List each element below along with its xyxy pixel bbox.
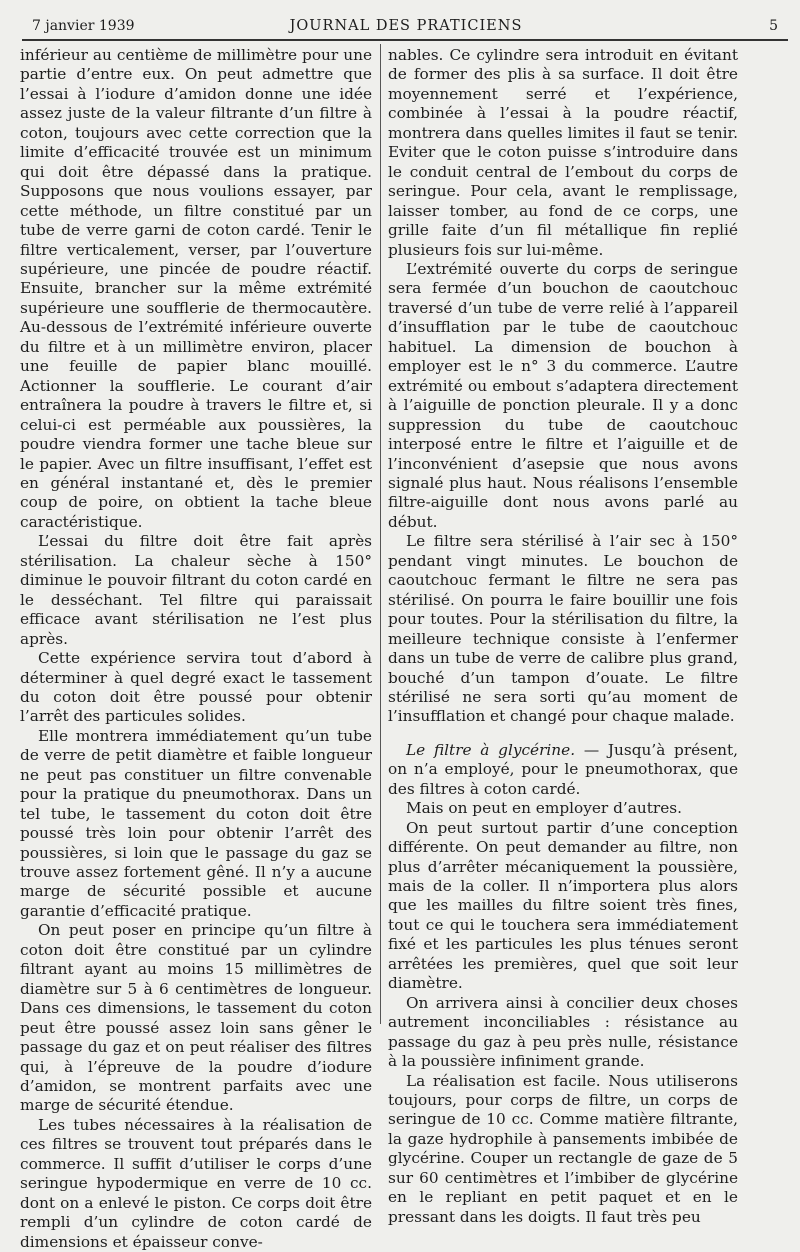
- section-intro: — Jusqu’à présent, on n’a employé, pour le pneumothorax, que des filtres à coton cardé.: [388, 740, 738, 798]
- paragraph: nables. Ce cylindre sera introduit en évitant de former des plis à sa surface. Il doit être moyennement serré et l’expérience, combinée à l’essai à la poudre réactif, montrera dans quelles limites il faut se tenir. Eviter que le coton puisse s’introduire dans le conduit central de l’embout du corps de seringue. Pour cela, avant le remplissage, laisser tomber, au fond de ce corps, une grille faite d’un fil métallique fin replié plusieurs fois sur lui-même.: [388, 46, 738, 259]
- paragraph: La réalisation est facile. Nous utiliserons toujours, pour corps de filtre, un corps de seringue de 10 cc. Comme matière filtrante, la gaze hydrophile à pansements imbibée de glycérine. Couper un rectangle de gaze de 5 sur 60 centimètres et l’imbiber de glycérine en le repliant en petit paquet et en le pressant dans les doigts. Il faut très peu: [388, 1071, 738, 1226]
- paragraph: Elle montrera immédiatement qu’un tube de verre de petit diamètre et faible longueur ne peut pas constituer un filtre convenable pour la pratique du pneumothorax. Dans un tel tube, le tassement du coton doit être poussé très loin pour obtenir l’arrêt des poussières, si loin que le passage du gaz se trouve assez fortement gêné. Il n’y a aucune marge de sécurité possible et aucune garantie d’efficacité pratique.: [20, 726, 372, 920]
- paragraph: On peut surtout partir d’une conception différente. On peut demander au filtre, non plus d’arrêter mécaniquement la poussière, mais de la coller. Il n’importera plus alors que les mailles du filtre soient très fines, tout ce qui le touchera sera immédiatement fixé et les particules les plus ténues seront arrêtées les premières, quel que soit leur diamètre.: [388, 818, 738, 993]
- paragraph: On peut poser en principe qu’un filtre à coton doit être constitué par un cylindre filtrant ayant au moins 15 millimètres de diamètre sur 5 à 6 centimètres de longueur. Dans ces dimensions, le tassement du coton peut être poussé assez loin sans gêner le passage du gaz et on peut réaliser des filtres qui, à l’épreuve de la poudre d’iodure d’amidon, se montrent parfaits avec une marge de sécurité étendue.: [20, 921, 372, 1115]
- paragraph: Cette expérience servira tout d’abord à déterminer à quel degré exact le tassement du coton doit être poussé pour obtenir l’arrêt des particules solides.: [20, 649, 372, 726]
- column-divider: [380, 44, 381, 1024]
- page-number: 5: [769, 18, 778, 34]
- left-column: [20, 46, 372, 1251]
- paragraph: L’extrémité ouverte du corps de seringue sera fermée d’un bouchon de caoutchouc traversé d’un tube de verre relié à l’appareil d’insufflation par le tube de caoutchouc habituel. La dimension de bouchon à employer est le n° 3 du commerce. L’autre extrémité ou embout s’adaptera directement à l’aiguille de ponction pleurale. Il y a donc suppression du tube de caoutchouc interposé entre le filtre et l’aiguille et de l’inconvénient d’asepsie que nous avons signalé plus haut. Nous réalisons l’ensemble filtre-aiguille dont nous avons parlé au début.: [388, 259, 738, 531]
- issue-date: 7 janvier 1939: [32, 18, 135, 34]
- paragraph: Les tubes nécessaires à la réalisation de ces filtres se trouvent tout préparés dans le commerce. Il suffit d’utiliser le corps d’une seringue hypodermique en verre de 10 cc. dont on a enlevé le piston. Ce corps doit être rempli d’un cylindre de coton cardé de dimensions et épaisseur conve-: [20, 1115, 372, 1251]
- section-paragraph: [388, 741, 738, 799]
- header-rule: [22, 39, 788, 41]
- paragraph: Le filtre sera stérilisé à l’air sec à 150° pendant vingt minutes. Le bouchon de caoutchouc fermant le filtre ne sera pas stérilisé. On pourra le faire bouillir une fois pour toutes. Pour la stérilisation du filtre, la meilleure technique consiste à l’enfermer dans un tube de verre de calibre plus grand, bouché d’un tampon d’ouate. Le filtre stérilisé ne sera sorti qu’au moment de l’insufflation et changé pour chaque malade.: [388, 532, 738, 726]
- paragraph: L’essai du filtre doit être fait après stérilisation. La chaleur sèche à 150° diminue le pouvoir filtrant du coton cardé en le desséchant. Tel filtre qui paraissait efficace avant stérilisation ne l’est plus après.: [20, 532, 372, 648]
- paragraph: Mais on peut en employer d’autres.: [406, 799, 682, 818]
- right-column: [388, 46, 738, 1226]
- journal-title: JOURNAL DES PRATICIENS: [289, 18, 523, 34]
- section-heading: Le filtre à glycérine.: [406, 740, 576, 759]
- page-header: [32, 16, 780, 38]
- paragraph: On arrivera ainsi à concilier deux choses autrement inconciliables : résistance au passage du gaz à peu près nulle, résistance à la poussière infiniment grande.: [388, 993, 738, 1071]
- paragraph: inférieur au centième de millimètre pour une partie d’entre eux. On peut admettre que l’essai à l’iodure d’amidon donne une idée assez juste de la valeur filtrante d’un filtre à coton, toujours avec cette correction que la limite d’efficacité trouvée est un minimum qui doit être dépassé dans la pratique. Supposons que nous voulions essayer, par cette méthode, un filtre constitué par un tube de verre garni de coton cardé. Tenir le filtre verticalement, verser, par l’ouverture supérieure, une pincée de poudre réactif. Ensuite, brancher sur la même extrémité supérieure une soufflerie de thermocautère. Au-dessous de l’extrémité inférieure ouverte du filtre et à un millimètre environ, placer une feuille de papier blanc mouillé. Actionner la soufflerie. Le courant d’air entraînera la poudre à travers le filtre et, si celui-ci est perméable aux poussières, la poudre viendra former une tache bleue sur le papier. Avec un filtre insuffisant, l’effet est en général instantané et, dès le premier coup de poire, on obtient la tache bleue caractéristique.: [20, 46, 372, 531]
